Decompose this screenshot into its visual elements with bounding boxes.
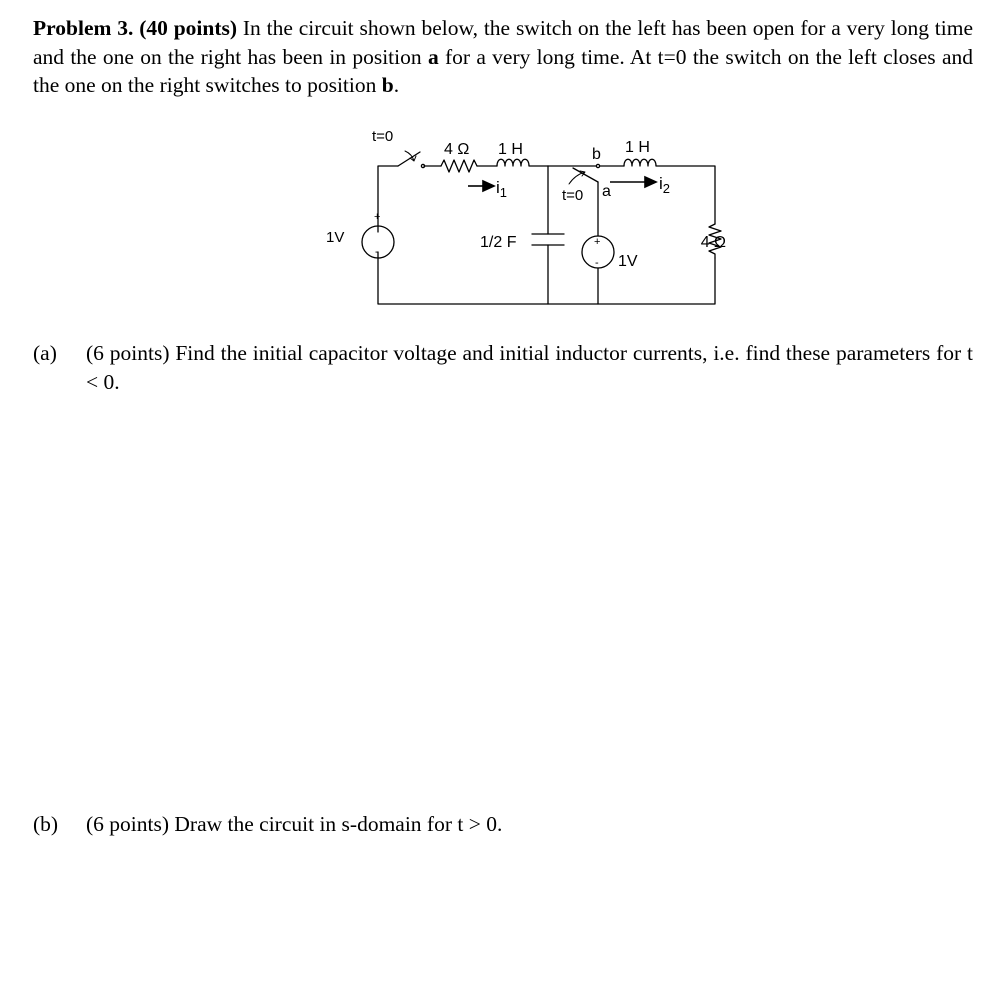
- part-a: [33, 339, 973, 396]
- position-a-label: a: [427, 44, 439, 69]
- current-2-label: $i_2$: [659, 174, 671, 196]
- problem-heading: Problem 3. (40 points): [33, 16, 238, 40]
- inductor-1: [497, 159, 548, 166]
- problem-text-1: In the circuit shown below, the switch on the left has been open for a very long time and the one on the right has been in position: [33, 16, 973, 69]
- switch-right-time-label: t=0: [562, 187, 584, 204]
- source-1-minus: -: [375, 246, 379, 258]
- problem-text-2: for a very long time. At t=0 the switch on the left closes and the one on the right switches to position: [33, 44, 973, 97]
- switch-right-a-label: a: [602, 183, 611, 200]
- switch-right-blade: [573, 168, 598, 182]
- problem-statement: [33, 14, 973, 100]
- switch-right-contact-b: [596, 164, 599, 167]
- source-2-plus: +: [594, 236, 601, 248]
- part-b-text: (6 points) Draw the circuit in s-domain for t > 0.: [86, 812, 503, 836]
- part-b: [33, 810, 973, 839]
- source-2-label: 1V: [618, 253, 638, 270]
- wire-left-lower: [378, 252, 715, 304]
- part-a-letter: (a): [33, 341, 57, 365]
- resistor-2-label: 4 Ω: [700, 234, 726, 251]
- capacitor-label: 1/2 F: [480, 234, 517, 251]
- part-b-letter: (b): [33, 812, 59, 836]
- problem-text-3: .: [393, 73, 400, 97]
- resistor-1: [441, 160, 477, 172]
- capacitor: [532, 234, 564, 245]
- wire-left: [378, 166, 398, 232]
- source-1-label: 1V: [326, 229, 345, 246]
- inductor-2-label: 1 H: [625, 139, 650, 156]
- part-a-text: (6 points) Find the initial capacitor voltage and initial inductor currents, i.e. find these parameters for t < 0.: [86, 341, 973, 394]
- switch-right-arrow: [569, 171, 585, 184]
- source-2-minus: -: [595, 257, 599, 269]
- position-b-label: b: [381, 73, 394, 97]
- switch-left: [398, 152, 420, 166]
- source-1-plus: +: [374, 211, 381, 223]
- switch-right-b-label: b: [592, 146, 601, 163]
- inductor-1-label: 1 H: [498, 141, 523, 158]
- circuit-diagram: [310, 122, 730, 314]
- switch-left-time-label: t=0: [372, 128, 394, 145]
- resistor-1-label: 4 Ω: [444, 141, 470, 158]
- current-1-label: $i_1$: [496, 178, 508, 200]
